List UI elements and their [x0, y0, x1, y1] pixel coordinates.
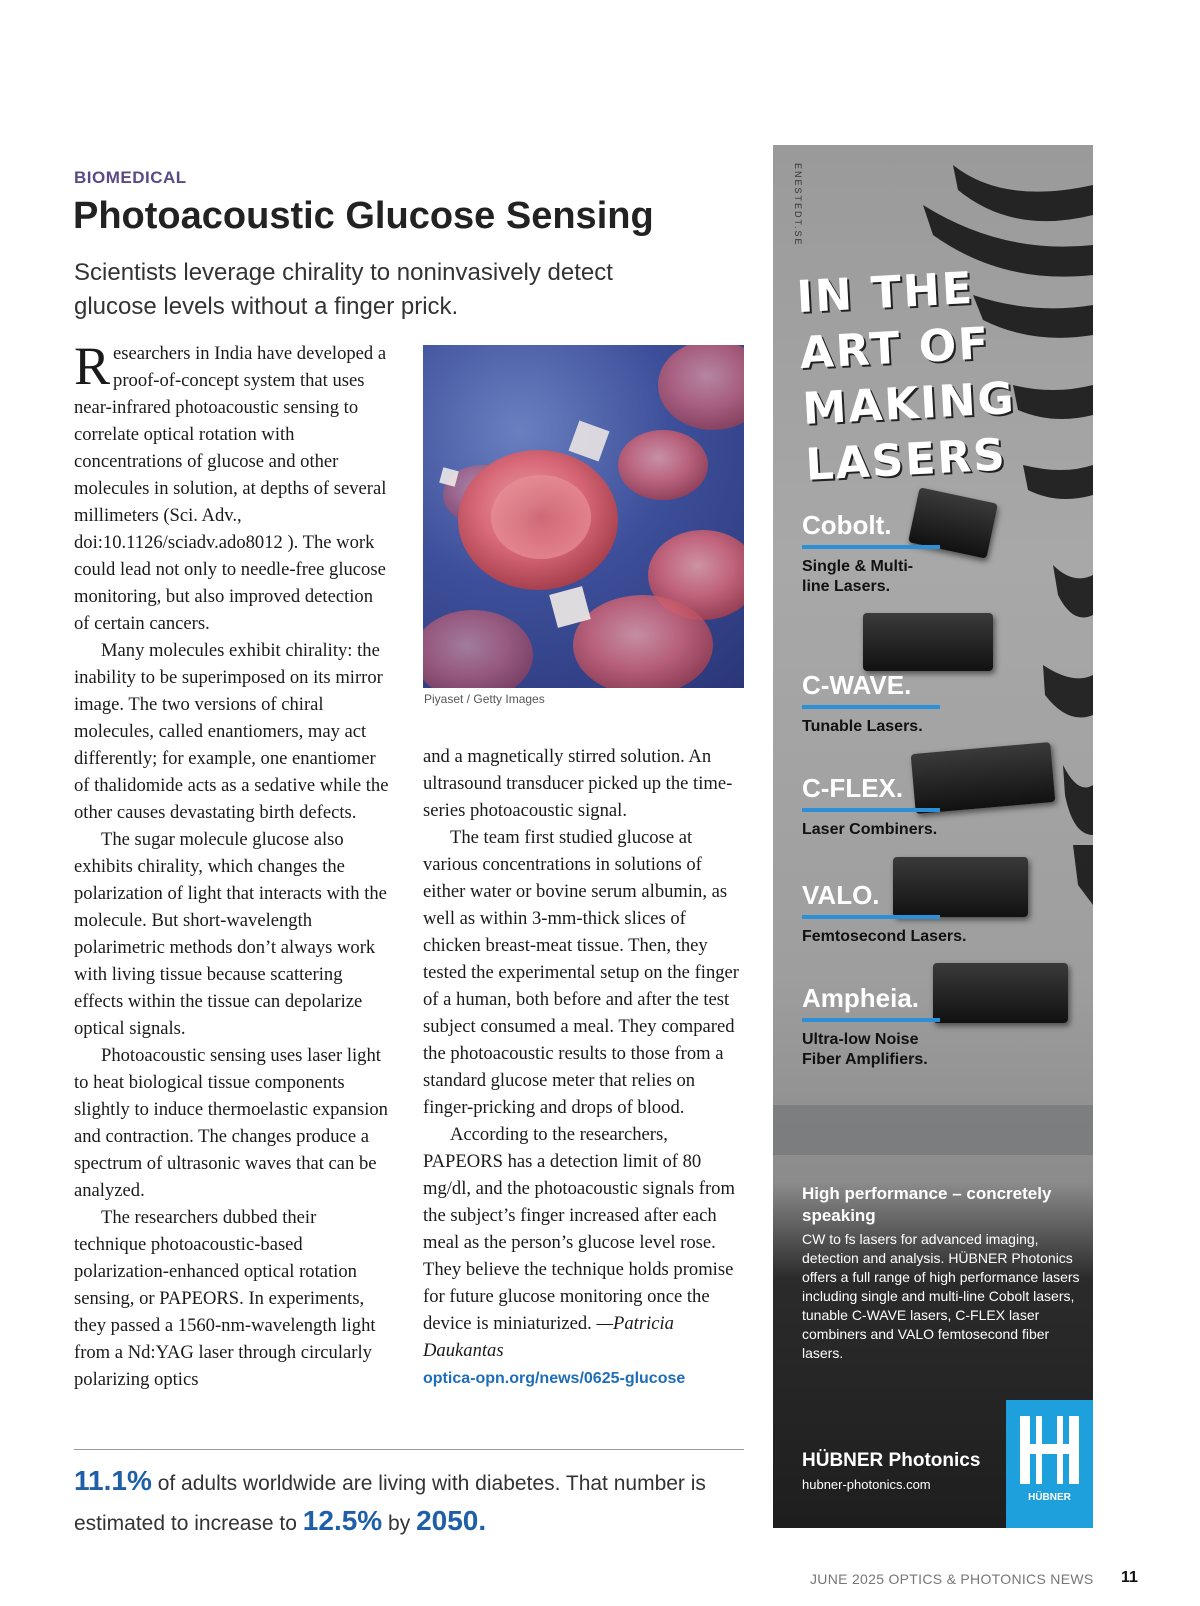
article-link[interactable]: optica-opn.org/news/0625-glucose [423, 1370, 686, 1387]
blood-cells-photo [423, 345, 744, 688]
company-url[interactable]: hubner-photonics.com [802, 1477, 931, 1492]
brand-name: C-FLEX. [802, 773, 904, 803]
stat-value: 2050. [416, 1505, 487, 1536]
ad-headline: High performance – concretely speaking [802, 1184, 1052, 1225]
brand-cobolt [802, 510, 940, 597]
diabetes-stat: 11.1% of adults worldwide are living with diabetes. That number is estimated to increase to 12.5% by 2050. [74, 1465, 706, 1536]
article-column-left [74, 336, 392, 1393]
brand-desc: Femtosecond Lasers. [802, 928, 967, 945]
paragraph: The sugar molecule glucose also exhibits chirality, which changes the polarization of light that interacts with the molecule. But short-wavelength polarimetric methods don’t always work with living tissue because scattering effects within the tissue can depolarize optical signals. [74, 829, 387, 1039]
logo-label: HÜBNER [1028, 1492, 1071, 1503]
brand-name: Ampheia. [802, 983, 920, 1013]
brand-c-flex [802, 773, 940, 840]
brand-underline [802, 545, 940, 549]
blood-cells-illustration [423, 345, 744, 688]
article-deck: Scientists leverage chirality to noninvasively detect glucose levels without a finger prick. [74, 259, 613, 320]
hubner-advertisement[interactable] [773, 145, 1093, 1528]
drop-cap: R [74, 336, 111, 396]
paragraph: and a magnetically stirred solution. An ultrasound transducer picked up the time-series photoacoustic signal. [423, 746, 733, 821]
article-headline: Photoacoustic Glucose Sensing [73, 195, 654, 237]
brand-name: C-WAVE. [802, 670, 912, 700]
agency-credit: ENESTEDT.SE [793, 163, 803, 247]
brand-desc: Tunable Lasers. [802, 718, 923, 735]
photo-credit: Piyaset / Getty Images [424, 692, 545, 706]
company-name: HÜBNER Photonics [802, 1450, 981, 1471]
brand-underline [802, 705, 940, 709]
ad-tagline: IN THE ART OF MAKING LASERS [795, 262, 1017, 491]
brand-underline [802, 1018, 940, 1022]
brand-name: Cobolt. [802, 510, 892, 540]
paragraph: The team first studied glucose at various concentrations in solutions of either water or bovine serum albumin, as well as within 3-mm-thick slices of chicken breast-meat tissue. Then, they tested the experimental setup on the finger of a human, both before and after the test subject consumed a meal. They compared the photoacoustic results to those from a standard glucose meter that relies on finger-pricking and drops of blood. [423, 827, 739, 1118]
ampheia-amplifier-image [933, 963, 1068, 1023]
brand-desc: Single & Multi-line Lasers. [802, 558, 914, 595]
brand-underline [802, 808, 940, 812]
page-footer: JUNE 2025 OPTICS & PHOTONICS NEWS [810, 1571, 1094, 1587]
paragraph: Photoacoustic sensing uses laser light to heat biological tissue components slightly to induce thermoelastic expansion and contraction. The changes produce a spectrum of ultrasonic waves that can be analyzed. [74, 1045, 388, 1201]
paragraph: Researchers in India have developed a proof-of-concept system that uses near-infrared photoacoustic sensing to correlate optical rotation with concentrations of glucose and other molecules in solution, at depths of several millimeters (Sci. Adv., doi:10.1126/sciadv.ado8012 ). The work could lead not only to needle-free glucose monitoring, but also improved detection of certain cancers. [74, 336, 387, 634]
section-kicker: BIOMEDICAL [74, 168, 187, 187]
c-wave-laser-image [863, 613, 993, 671]
brand-name: VALO. [802, 880, 880, 910]
stat-value: 12.5% [302, 1505, 383, 1536]
paragraph: Many molecules exhibit chirality: the inability to be superimposed on its mirror image. The two versions of chiral molecules, called enantiomers, may act differently; for example, one enantiomer of thalidomide acts as a sedative while the other causes devastating birth defects. [74, 640, 389, 823]
brand-underline [802, 915, 940, 919]
paragraph: According to the researchers, PAPEORS has a detection limit of 80 mg/dl, and the photoacoustic signals from the subject’s finger increased after each meal as the person’s glucose level rose. They believe the technique holds promise for future glucose monitoring once the device is miniaturized. —Patricia Daukantas [423, 1124, 735, 1361]
ad-body: CW to fs lasers for advanced imaging, detection and analysis. HÜBNER Photonics offers a full range of high performance lasers including single and multi-line Cobolt lasers, tunable C-WAVE lasers, C-FLEX laser combiners and VALO femtosecond fiber lasers. [802, 1231, 1080, 1361]
article-column-right [423, 743, 743, 1392]
paragraph: The researchers dubbed their technique photoacoustic-based polarization-enhanced optical rotation sensing, or PAPEORS. In experiments, they passed a 1560-nm-wavelength light from a Nd:YAG laser through circularly polarizing optics [74, 1207, 376, 1390]
hubner-logo [1006, 1400, 1093, 1528]
divider [74, 1449, 744, 1450]
brand-desc: Laser Combiners. [802, 821, 938, 838]
brand-desc: Ultra-low Noise Fiber Amplifiers. [802, 1031, 928, 1068]
brand-valo [802, 880, 967, 947]
brand-c-wave [802, 670, 940, 737]
hubner-logo-mark [1006, 1400, 1093, 1528]
stat-value: 11.1% [74, 1465, 152, 1496]
author-signature: —Patricia Daukantas [423, 1313, 674, 1361]
brand-ampheia [802, 983, 952, 1070]
page-number: 11 [1121, 1569, 1138, 1586]
